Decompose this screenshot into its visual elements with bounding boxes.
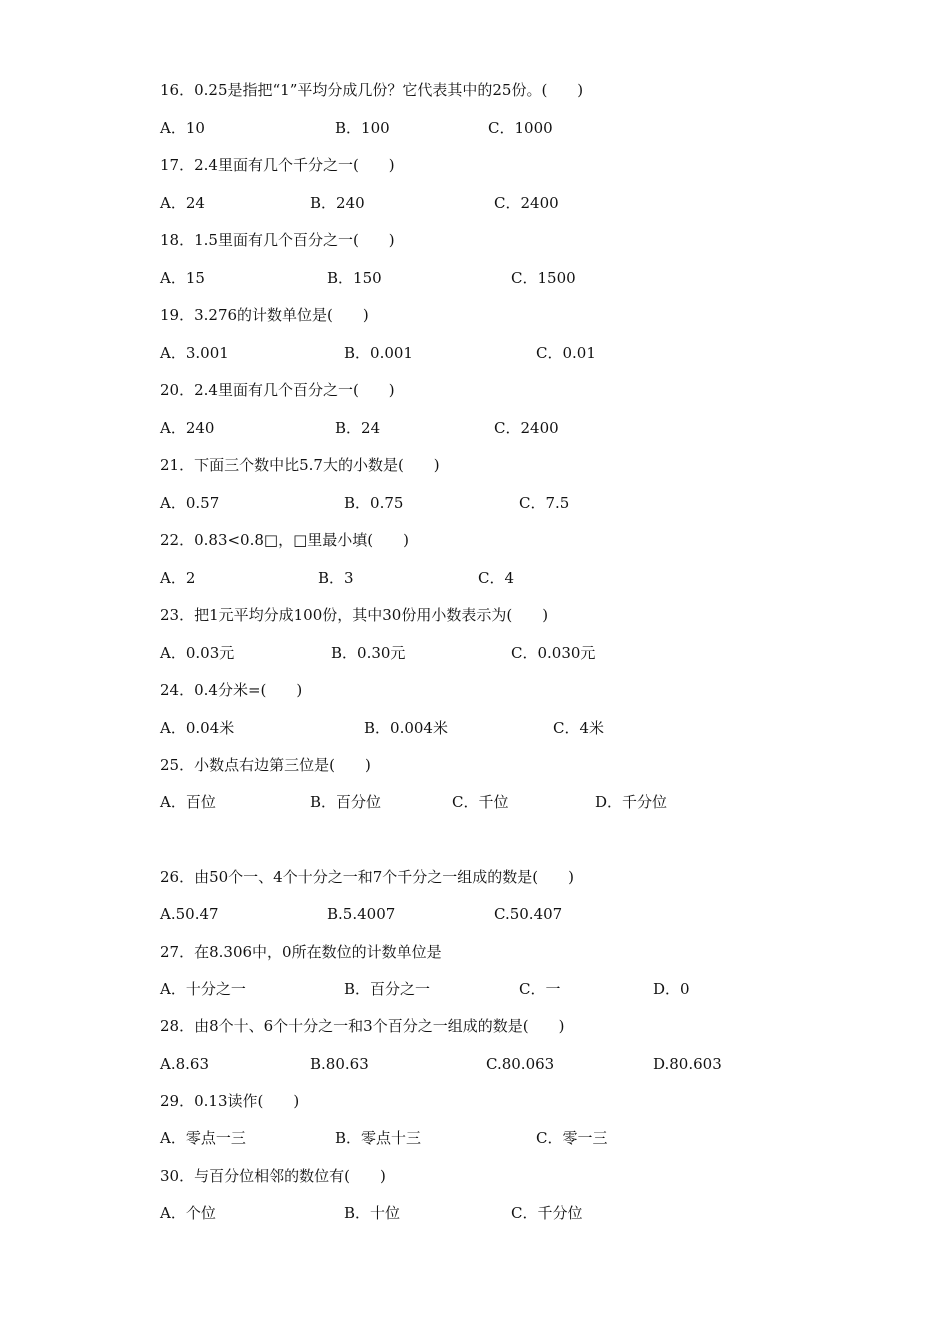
- option-c: C．0.01: [536, 344, 596, 362]
- option-a: A．零点一三: [160, 1129, 246, 1147]
- option-b: B．0.30元: [331, 644, 406, 662]
- option-a: A．百位: [160, 793, 216, 811]
- option-c: C．千位: [452, 793, 509, 811]
- question-19: 19．3.276的计数单位是( ): [160, 306, 369, 324]
- option-b: B．0.001: [344, 344, 413, 362]
- question-18: 18．1.5里面有几个百分之一( ): [160, 231, 395, 249]
- question-20: 20．2.4里面有几个百分之一( ): [160, 381, 395, 399]
- option-b: B．零点十三: [335, 1129, 422, 1147]
- question-28: 28．由8个十、6个十分之一和3个百分之一组成的数是( ): [160, 1017, 565, 1035]
- option-c: C．0.030元: [511, 644, 596, 662]
- question-21: 21．下面三个数中比5.7大的小数是( ): [160, 456, 440, 474]
- question-30: 30．与百分位相邻的数位有( ): [160, 1167, 386, 1185]
- option-b: B．0.004米: [364, 719, 448, 737]
- question-25: 25．小数点右边第三位是( ): [160, 756, 371, 774]
- option-a: A．0.03元: [160, 644, 235, 662]
- option-a: A.8.63: [160, 1055, 209, 1073]
- option-c: C．4米: [553, 719, 605, 737]
- option-c: C．千分位: [511, 1204, 583, 1222]
- question-26: 26．由50个一、4个十分之一和7个千分之一组成的数是( ): [160, 868, 574, 886]
- option-d: D.80.603: [653, 1055, 722, 1073]
- option-a: A．10: [160, 119, 205, 137]
- option-b: B．100: [335, 119, 390, 137]
- option-a: A．3.001: [160, 344, 229, 362]
- option-c: C．2400: [494, 194, 559, 212]
- option-a: A．240: [160, 419, 215, 437]
- option-b: B.80.63: [310, 1055, 369, 1073]
- option-c: C．一: [519, 980, 561, 998]
- option-b: B．24: [335, 419, 381, 437]
- option-c: C．1500: [511, 269, 576, 287]
- question-16: 16．0.25是指把“1”平均分成几份？它代表其中的25份。( ): [160, 81, 584, 99]
- question-23: 23．把1元平均分成100份，其中30份用小数表示为( ): [160, 606, 549, 624]
- option-a: A．十分之一: [160, 980, 246, 998]
- option-b: B．百分之一: [344, 980, 431, 998]
- option-a: A．24: [160, 194, 205, 212]
- question-29: 29．0.13读作( ): [160, 1092, 300, 1110]
- option-c: C.80.063: [486, 1055, 555, 1073]
- option-a: A．2: [160, 569, 196, 587]
- option-c: C．7.5: [519, 494, 570, 512]
- option-b: B．0.75: [344, 494, 404, 512]
- option-c: C．零一三: [536, 1129, 608, 1147]
- option-c: C．2400: [494, 419, 559, 437]
- option-b: B.5.4007: [327, 905, 396, 923]
- option-d: D．千分位: [595, 793, 668, 811]
- option-c: C.50.407: [494, 905, 563, 923]
- option-c: C．4: [478, 569, 515, 587]
- option-b: B．十位: [344, 1204, 401, 1222]
- question-22: 22．0.83<0.8□，□里最小填( ): [160, 531, 409, 549]
- option-a: A．个位: [160, 1204, 216, 1222]
- option-b: B．240: [310, 194, 365, 212]
- option-a: A．0.57: [160, 494, 220, 512]
- question-17: 17．2.4里面有几个千分之一( ): [160, 156, 395, 174]
- option-b: B．3: [318, 569, 354, 587]
- option-a: A.50.47: [160, 905, 219, 923]
- option-d: D．0: [653, 980, 690, 998]
- option-c: C．1000: [488, 119, 553, 137]
- option-a: A．0.04米: [160, 719, 235, 737]
- option-b: B．150: [327, 269, 382, 287]
- question-24: 24．0.4分米=( ): [160, 681, 303, 699]
- question-27: 27．在8.306中，0所在数位的计数单位是: [160, 943, 442, 961]
- option-a: A．15: [160, 269, 205, 287]
- option-b: B．百分位: [310, 793, 382, 811]
